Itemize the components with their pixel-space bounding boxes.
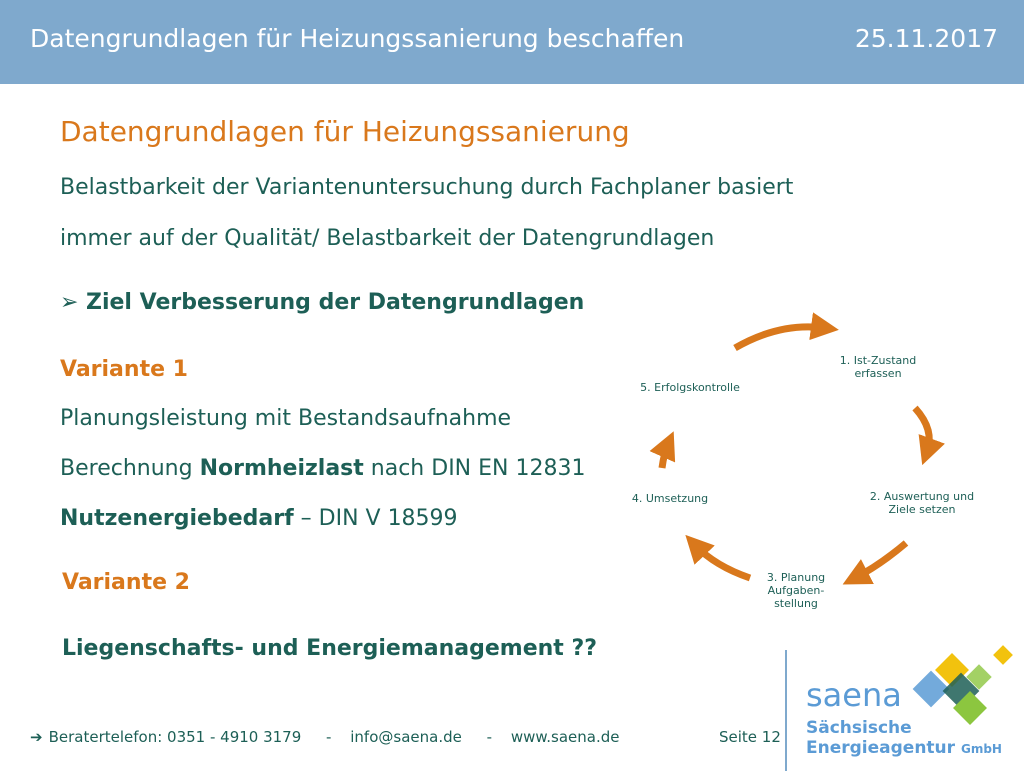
- footer-web-link[interactable]: www.saena.de: [510, 728, 620, 746]
- variant-1-line-2: [60, 456, 585, 481]
- logo-line-2-text: Energieagentur: [806, 738, 956, 758]
- cycle-step-1: [828, 354, 928, 380]
- logo-line-1: Sächsische: [806, 718, 912, 738]
- variant-1-title: Variante 1: [60, 357, 188, 382]
- cycle-step-4: 4. Umsetzung: [631, 492, 709, 505]
- cycle-step-1-line-a: 1. Ist-Zustand: [839, 354, 917, 367]
- footer-email-link[interactable]: info@saena.de: [350, 728, 462, 746]
- footer-phone: Beratertelefon: 0351 - 4910 3179: [48, 728, 302, 746]
- logo-divider: [785, 650, 787, 771]
- goal-bullet-item: [60, 290, 584, 315]
- logo-brand: saena: [806, 676, 902, 714]
- variant-1-line-2-pre: Berechnung: [60, 456, 200, 481]
- variant-2-text: Liegenschafts- und Energiemanagement ??: [62, 636, 597, 661]
- cycle-step-3-line-c: stellung: [774, 597, 818, 610]
- cycle-step-2-line-a: 2. Auswertung und: [869, 490, 975, 503]
- cycle-step-3-line-a: 3. Planung: [766, 571, 826, 584]
- cycle-arrow-5-to-1: [735, 327, 825, 348]
- goal-text: Ziel Verbesserung der Datengrundlagen: [86, 290, 585, 315]
- logo-line-2: [806, 738, 1002, 758]
- cycle-diagram: [590, 300, 1010, 630]
- page-number: Seite 12: [719, 728, 781, 746]
- cycle-arrow-4-to-5: [662, 444, 668, 468]
- cycle-arrow-3-to-4: [695, 545, 750, 578]
- footer-arrow-icon: ➔: [30, 728, 43, 746]
- logo-line-2-suffix: GmbH: [960, 742, 1002, 756]
- variant-1-line-1: Planungsleistung mit Bestandsaufnahme: [60, 406, 512, 431]
- footer-separator: -: [326, 728, 332, 746]
- variant-1-line-3-bold: Nutzenergiebedarf: [60, 506, 294, 531]
- bullet-arrow-icon: ➢: [60, 290, 79, 315]
- saena-logo: [800, 640, 1024, 771]
- cycle-arrow-1-to-2: [915, 408, 929, 452]
- variant-1-line-2-post: nach DIN EN 12831: [363, 456, 586, 481]
- cycle-step-3: [750, 571, 842, 610]
- cycle-step-2: [852, 490, 992, 516]
- intro-line-2: immer auf der Qualität/ Belastbarkeit der Datengrundlagen: [60, 226, 715, 251]
- cycle-step-3-line-b: Aufgaben-: [767, 584, 825, 597]
- footer-contact: [30, 728, 625, 746]
- cycle-arrow-2-to-3: [855, 543, 906, 578]
- variant-1-line-3-post: – DIN V 18599: [293, 506, 458, 531]
- cycle-step-5: 5. Erfolgskontrolle: [640, 381, 740, 394]
- variant-1-line-2-bold: Normheizlast: [199, 456, 364, 481]
- logo-diamond-yellow-small: [993, 645, 1013, 665]
- footer-separator: -: [486, 728, 493, 746]
- header-bar: [0, 0, 1024, 84]
- slide-heading: Datengrundlagen für Heizungssanierung: [60, 115, 630, 148]
- variant-1-line-3: [60, 506, 458, 531]
- slide-header-title: Datengrundlagen für Heizungssanierung beschaffen: [30, 24, 685, 53]
- variant-2-title: Variante 2: [62, 570, 190, 595]
- cycle-step-2-line-b: Ziele setzen: [888, 503, 956, 516]
- cycle-step-1-line-b: erfassen: [854, 367, 902, 380]
- slide-date: 25.11.2017: [854, 24, 998, 53]
- intro-line-1: Belastbarkeit der Variantenuntersuchung durch Fachplaner basiert: [60, 175, 794, 200]
